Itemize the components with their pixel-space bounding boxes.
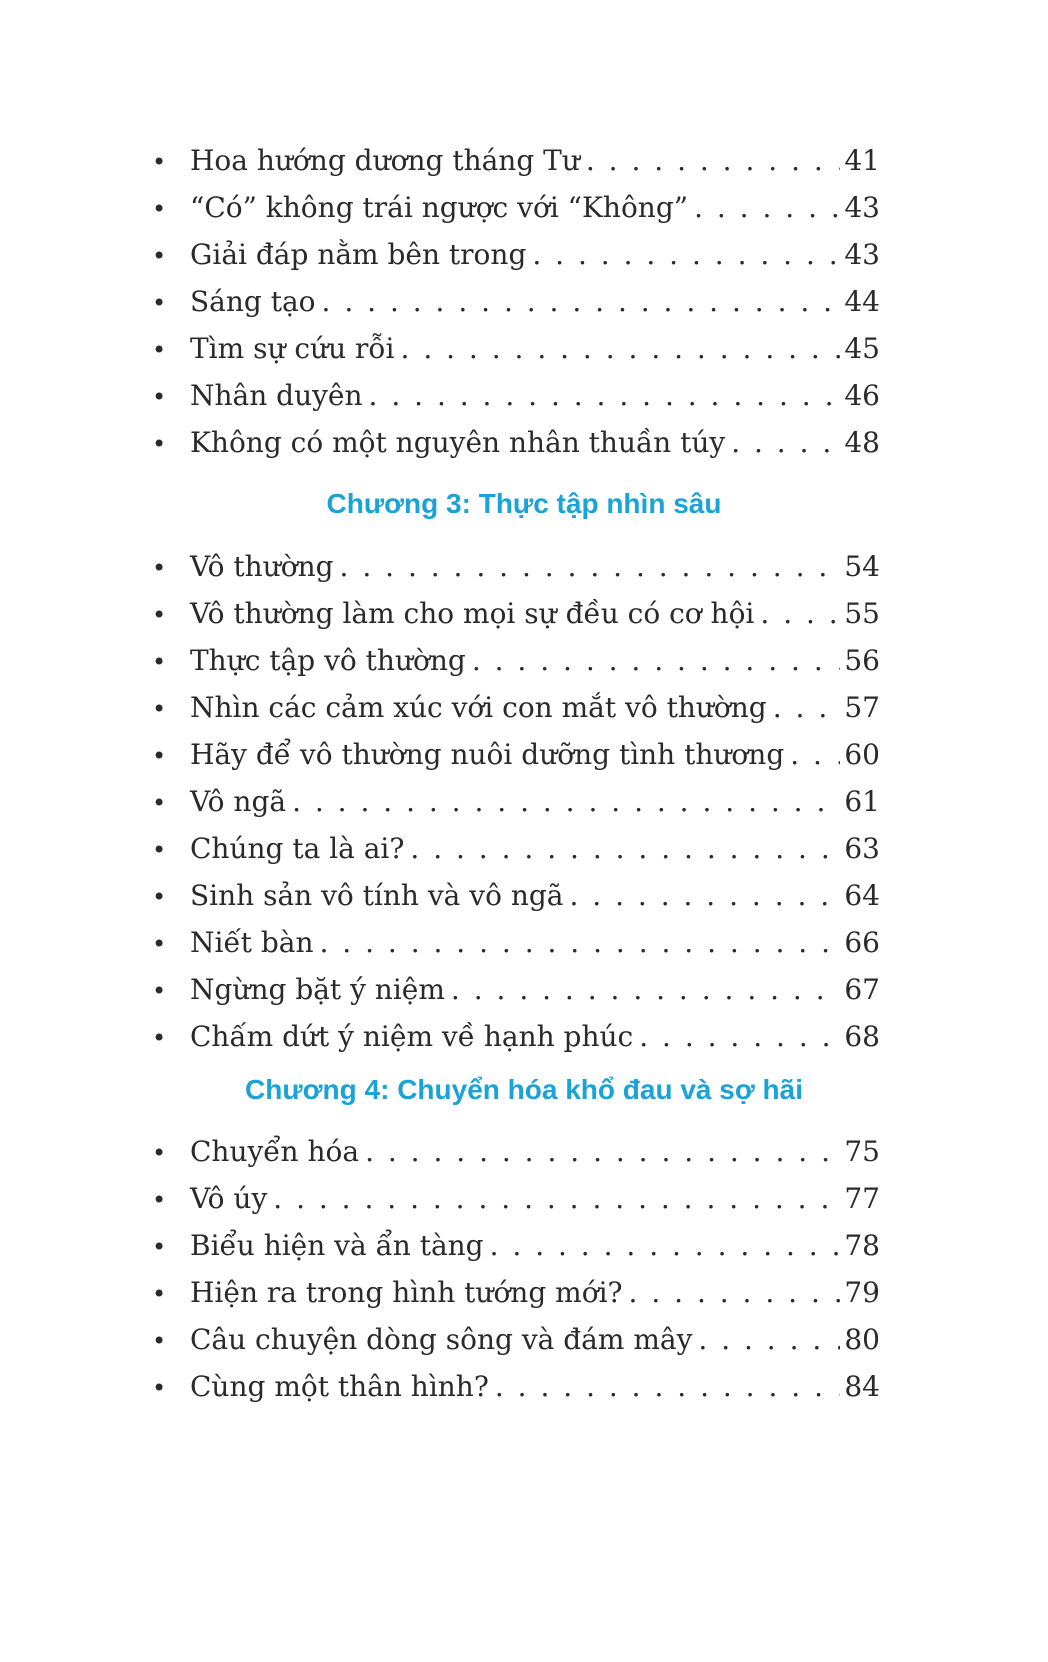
toc-entry-page-number: 45: [844, 332, 880, 365]
bullet-icon: •: [152, 1327, 167, 1355]
toc-entry: [152, 278, 880, 325]
toc-entry-page-number: 66: [844, 926, 880, 959]
toc-entry-title: Hãy để vô thường nuôi dưỡng tình thương: [190, 738, 785, 771]
toc-entry: [152, 778, 880, 825]
toc-entry-page-number: 60: [844, 738, 880, 771]
toc-entry-page-number: 80: [844, 1323, 880, 1356]
bullet-icon: •: [152, 1186, 167, 1214]
chapter-3-heading: Chương 3: Thực tập nhìn sâu: [326, 488, 722, 519]
toc-entry-title: Biểu hiện và ẩn tàng: [190, 1229, 484, 1262]
dot-leader: [404, 825, 840, 872]
toc-entry-title: Chuyển hóa: [190, 1135, 360, 1168]
toc-entry-title: Niết bàn: [190, 926, 314, 959]
dot-leader: [466, 637, 841, 684]
toc-entry-page-number: 64: [844, 879, 880, 912]
bullet-icon: •: [152, 383, 167, 411]
dot-leader: [316, 278, 841, 325]
dot-leader: [484, 1222, 841, 1269]
dot-leader: [267, 1175, 840, 1222]
toc-section-continued: [152, 137, 880, 466]
bullet-icon: •: [152, 195, 167, 223]
toc-entry-page-number: 46: [844, 379, 880, 412]
toc-entry: [152, 184, 880, 231]
toc-entry: [152, 1269, 880, 1316]
toc-entry: [152, 684, 880, 731]
toc-entry-page-number: 68: [844, 1020, 880, 1053]
toc-entry-title: Giải đáp nằm bên trong: [190, 238, 527, 271]
toc-entry-title: Sinh sản vô tính và vô ngã: [190, 879, 564, 912]
toc-section-chapter-4: [152, 1128, 880, 1410]
dot-leader: [633, 1013, 840, 1060]
dot-leader: [526, 231, 840, 278]
toc-entry-title: Vô úy: [190, 1182, 268, 1215]
dot-leader: [395, 325, 841, 372]
toc-entry-title: Hiện ra trong hình tướng mới?: [190, 1276, 623, 1309]
toc-section-chapter-3: [152, 543, 880, 1060]
bullet-icon: •: [152, 148, 167, 176]
toc-entry-title: Hoa hướng dương tháng Tư: [190, 144, 580, 177]
dot-leader: [692, 1316, 840, 1363]
bullet-icon: •: [152, 554, 167, 582]
bullet-icon: •: [152, 789, 167, 817]
toc-entry-title: Thực tập vô thường: [190, 644, 466, 677]
toc-entry: [152, 637, 880, 684]
toc-entry-title: Vô ngã: [190, 785, 287, 818]
toc-entry-page-number: 67: [844, 973, 880, 1006]
toc-entry: [152, 325, 880, 372]
toc-entry-title: Câu chuyện dòng sông và đám mây: [190, 1323, 693, 1356]
dot-leader: [784, 731, 840, 778]
toc-entry: [152, 137, 880, 184]
toc-entry-page-number: 75: [844, 1135, 880, 1168]
toc-entry-page-number: 78: [844, 1229, 880, 1262]
bullet-icon: •: [152, 1233, 167, 1261]
toc-entry: [152, 919, 880, 966]
toc-entry: [152, 731, 880, 778]
toc-entry-page-number: 61: [844, 785, 880, 818]
bullet-icon: •: [152, 930, 167, 958]
dot-leader: [564, 872, 841, 919]
toc-entry: [152, 1222, 880, 1269]
toc-entry: [152, 1363, 880, 1410]
dot-leader: [767, 684, 841, 731]
toc-entry-page-number: 84: [844, 1370, 880, 1403]
bullet-icon: •: [152, 336, 167, 364]
toc-entry: [152, 590, 880, 637]
toc-entry-page-number: 41: [844, 144, 880, 177]
toc-entry-page-number: 55: [844, 597, 880, 630]
toc-entry-page-number: 79: [844, 1276, 880, 1309]
dot-leader: [363, 372, 841, 419]
bullet-icon: •: [152, 648, 167, 676]
bullet-icon: •: [152, 836, 167, 864]
toc-entry: [152, 1175, 880, 1222]
toc-entry-title: Cùng một thân hình?: [190, 1370, 489, 1403]
toc-entry-title: Nhìn các cảm xúc với con mắt vô thường: [190, 691, 767, 724]
toc-entry-title: Chúng ta là ai?: [190, 832, 405, 865]
toc-entry: [152, 825, 880, 872]
bullet-icon: •: [152, 883, 167, 911]
toc-entry-page-number: 54: [844, 550, 880, 583]
dot-leader: [359, 1128, 840, 1175]
toc-entry-title: “Có” không trái ngược với “Không”: [190, 191, 689, 224]
toc-entry: [152, 372, 880, 419]
toc-entry-page-number: 48: [844, 426, 880, 459]
toc-entry: [152, 1316, 880, 1363]
toc-entry-page-number: 57: [844, 691, 880, 724]
dot-leader: [725, 419, 840, 466]
toc-entry-page-number: 44: [844, 285, 880, 318]
bullet-icon: •: [152, 430, 167, 458]
bullet-icon: •: [152, 1374, 167, 1402]
toc-entry: [152, 231, 880, 278]
bullet-icon: •: [152, 242, 167, 270]
toc-entry-page-number: 56: [844, 644, 880, 677]
toc-entry: [152, 966, 880, 1013]
toc-entry: [152, 543, 880, 590]
toc-entry-page-number: 63: [844, 832, 880, 865]
bullet-icon: •: [152, 289, 167, 317]
dot-leader: [334, 543, 841, 590]
dot-leader: [489, 1363, 841, 1410]
dot-leader: [580, 137, 840, 184]
bullet-icon: •: [152, 695, 167, 723]
toc-entry: [152, 419, 880, 466]
bullet-icon: •: [152, 1280, 167, 1308]
toc-entry-page-number: 43: [844, 238, 880, 271]
toc-entry: [152, 1013, 880, 1060]
chapter-4-heading: Chương 4: Chuyển hóa khổ đau và sợ hãi: [245, 1074, 803, 1105]
toc-entry-title: Nhân duyên: [190, 379, 363, 412]
toc-entry-title: Tìm sự cứu rỗi: [190, 332, 395, 365]
toc-entry-title: Chấm dứt ý niệm về hạnh phúc: [190, 1020, 634, 1053]
toc-entry-title: Vô thường: [190, 550, 334, 583]
dot-leader: [754, 590, 840, 637]
bullet-icon: •: [152, 977, 167, 1005]
toc-entry: [152, 1128, 880, 1175]
dot-leader: [623, 1269, 841, 1316]
bullet-icon: •: [152, 601, 167, 629]
dot-leader: [286, 778, 840, 825]
toc-entry: [152, 872, 880, 919]
toc-entry-title: Không có một nguyên nhân thuần túy: [190, 426, 726, 459]
bullet-icon: •: [152, 1139, 167, 1167]
dot-leader: [313, 919, 840, 966]
dot-leader: [445, 966, 840, 1013]
toc-entry-title: Sáng tạo: [190, 285, 316, 318]
toc-entry-title: Vô thường làm cho mọi sự đều có cơ hội: [190, 597, 755, 630]
toc-entry-page-number: 43: [844, 191, 880, 224]
bullet-icon: •: [152, 742, 167, 770]
dot-leader: [688, 184, 840, 231]
bullet-icon: •: [152, 1024, 167, 1052]
toc-entry-page-number: 77: [844, 1182, 880, 1215]
toc-entry-title: Ngừng bặt ý niệm: [190, 973, 445, 1006]
